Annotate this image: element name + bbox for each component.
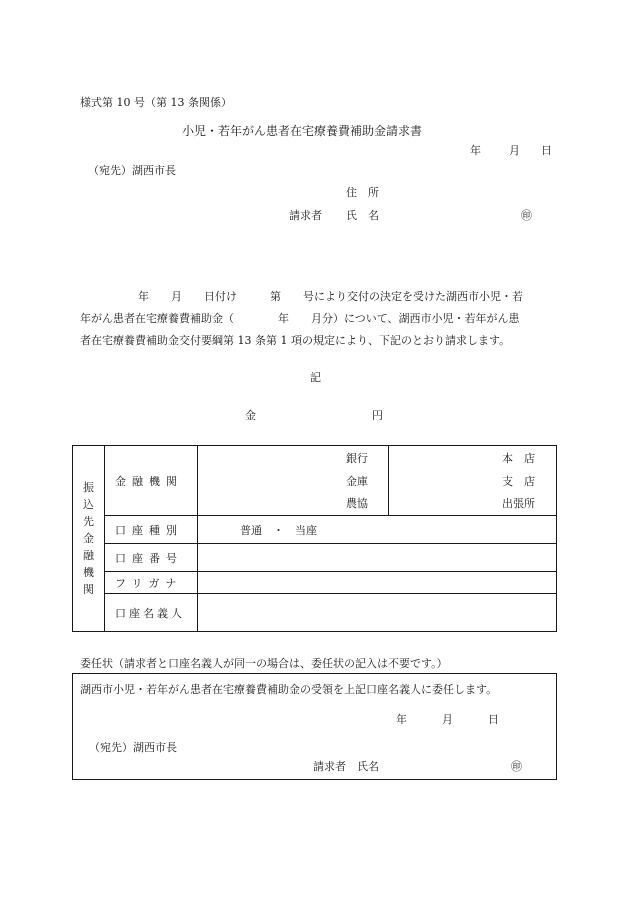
body-line: 者在宅療養費補助金交付要綱第 13 条第 1 項の規定により、下記のとおり請求します。: [80, 334, 511, 347]
institution-name-field[interactable]: [198, 446, 557, 516]
seal-mark: ㊞: [521, 209, 532, 222]
account-type-field[interactable]: [198, 516, 557, 544]
proxy-seal-mark: ㊞: [511, 760, 522, 773]
branch-type-main: 本 店: [502, 452, 535, 465]
body-line: 年がん患者在宅療養費補助金（ 年 月分）について、湖西市小児・若年がん患: [80, 312, 520, 325]
proxy-date-day: 日: [488, 713, 499, 726]
account-type-options: 普通 ・ 当座: [240, 523, 317, 537]
branch-type-office: 出張所: [502, 497, 535, 510]
date-month-label: 月: [509, 144, 520, 157]
account-type-label: 口座種別: [105, 516, 198, 544]
institution-type-shinkin: 金庫: [346, 475, 368, 488]
branch-type-branch: 支 店: [502, 475, 535, 488]
proxy-date-year: 年: [396, 713, 407, 726]
institution-label: 金融機関: [105, 446, 198, 516]
proxy-claimant-label: 請求者 氏名: [313, 760, 379, 773]
account-number-label: 口座番号: [105, 544, 198, 572]
address-label: 住 所: [346, 186, 379, 199]
institution-divider: [388, 446, 389, 515]
section-char: 融: [83, 549, 94, 562]
amount-unit: 円: [372, 409, 383, 422]
institution-type-nokyo: 農協: [346, 497, 368, 510]
document-title: 小児・若年がん患者在宅療養費補助金請求書: [182, 124, 423, 138]
proxy-statement: 湖西市小児・若年がん患者在宅療養費補助金の受領を上記口座名義人に委任します。: [80, 683, 498, 696]
date-year-label: 年: [470, 144, 481, 157]
form-number: 様式第 10 号（第 13 条関係）: [80, 96, 232, 109]
furigana-field[interactable]: [198, 572, 557, 594]
section-char: 込: [83, 498, 94, 511]
account-holder-field[interactable]: [198, 594, 557, 632]
bank-section-label: [73, 446, 105, 632]
institution-type-bank: 銀行: [346, 452, 368, 465]
bank-transfer-table: [72, 445, 557, 632]
name-label: 氏 名: [346, 209, 379, 222]
proxy-box: [72, 673, 557, 780]
section-char: 関: [83, 583, 94, 596]
proxy-date-month: 月: [442, 713, 453, 726]
ki-heading: 記: [310, 371, 321, 384]
date-day-label: 日: [541, 144, 552, 157]
amount-label: 金: [245, 409, 256, 422]
section-char: 先: [83, 515, 94, 528]
proxy-addressee: （宛先）湖西市長: [89, 741, 177, 754]
addressee: （宛先）湖西市長: [88, 164, 176, 177]
account-number-field[interactable]: [198, 544, 557, 572]
proxy-heading: 委任状（請求者と口座名義人が同一の場合は、委任状の記入は不要です。）: [80, 657, 448, 670]
body-line: 年 月 日付け 第 号により交付の決定を受けた湖西市小児・若: [138, 290, 523, 303]
section-char: 振: [83, 481, 94, 494]
claimant-label: 請求者: [289, 209, 322, 222]
section-char: 機: [83, 566, 94, 579]
request-body: [80, 286, 558, 352]
furigana-label: フリガナ: [105, 572, 198, 594]
account-holder-label: 口座名義人: [105, 594, 198, 632]
section-char: 金: [83, 532, 94, 545]
